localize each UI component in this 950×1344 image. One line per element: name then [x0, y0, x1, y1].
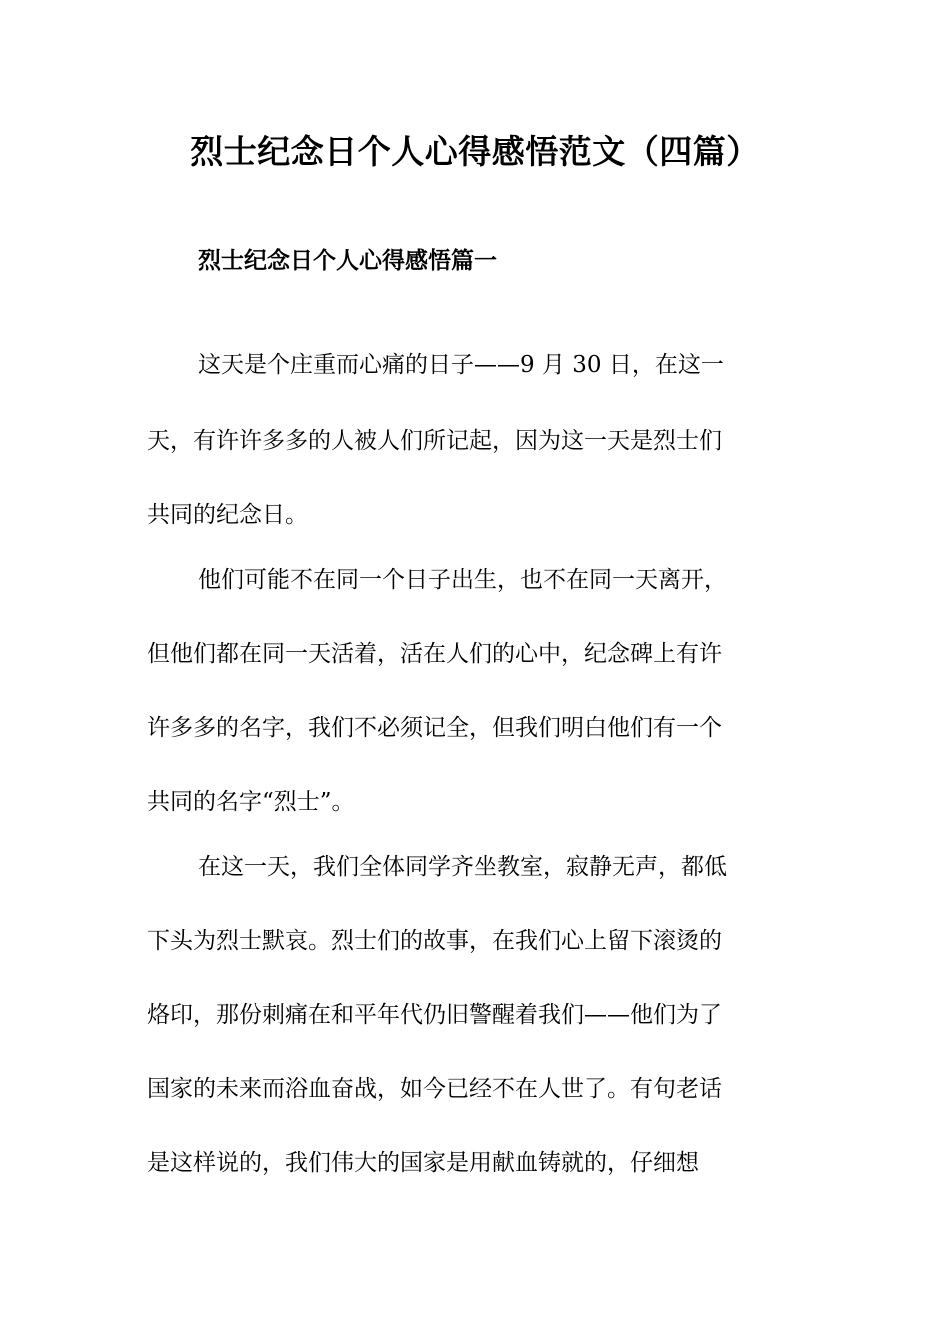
paragraph-line: 共同的纪念日。 — [147, 502, 308, 528]
paragraph-line: 许多多的名字，我们不必须记全，但我们明白他们有一个 — [147, 715, 722, 741]
paragraph-line: 但他们都在同一天活着，活在人们的心中，纪念碑上有许 — [147, 641, 722, 667]
paragraph-line: 是这样说的，我们伟大的国家是用献血铸就的，仔细想 — [147, 1150, 699, 1176]
paragraph-line: 共同的名字“烈士”。 — [147, 789, 355, 815]
paragraph-line: 这天是个庄重而心痛的日子——9 月 30 日，在这一 — [198, 352, 724, 378]
paragraph-line: 烙印，那份刺痛在和平年代仍旧警醒着我们——他们为了 — [147, 1002, 722, 1028]
paragraph-line: 天，有许许多多的人被人们所记起，因为这一天是烈士们 — [147, 428, 722, 454]
paragraph-line: 国家的未来而浴血奋战，如今已经不在人世了。有句老话 — [147, 1076, 722, 1102]
document-title: 烈士纪念日个人心得感悟范文（四篇） — [190, 132, 760, 171]
paragraph-line: 下头为烈士默哀。烈士们的故事，在我们心上留下滚烫的 — [147, 928, 722, 954]
paragraph-line: 在这一天，我们全体同学齐坐教室，寂静无声，都低 — [198, 854, 727, 880]
section-heading: 烈士纪念日个人心得感悟篇一 — [198, 248, 497, 274]
paragraph-line: 他们可能不在同一个日子出生，也不在同一天离开， — [198, 567, 727, 593]
